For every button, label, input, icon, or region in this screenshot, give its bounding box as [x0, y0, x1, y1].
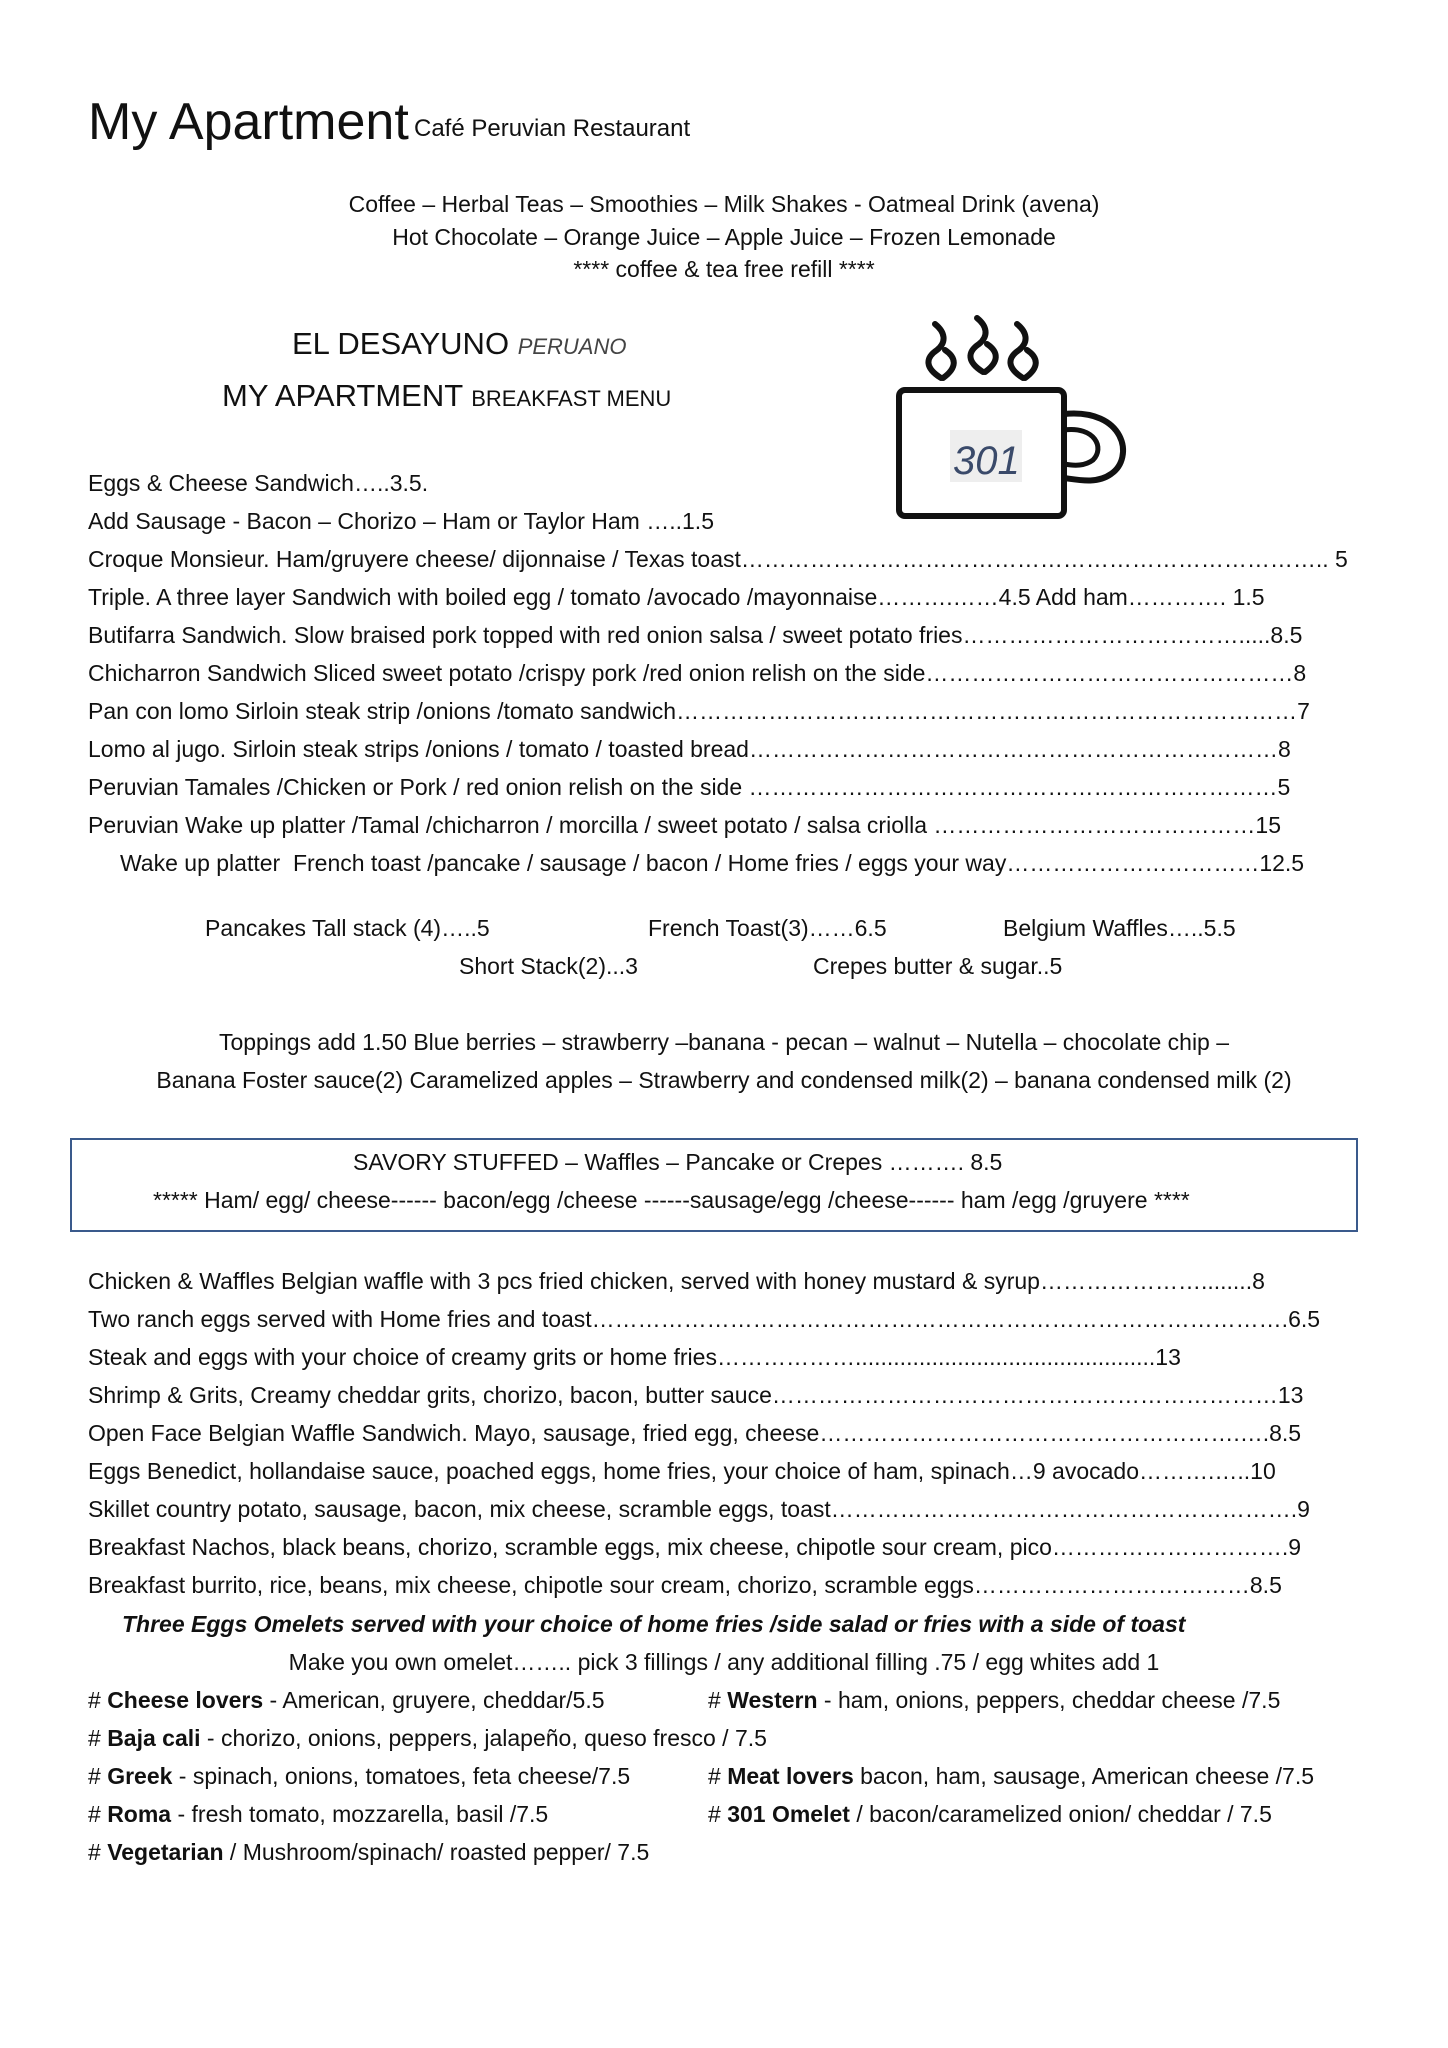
menu-item: Two ranch eggs served with Home fries and toast……………………………………………………………………………….6.5: [88, 1306, 1321, 1332]
omelet-item: # Cheese lovers - American, gruyere, cheddar/5.5: [88, 1687, 605, 1713]
drinks-line-1: Coffee – Herbal Teas – Smoothies – Milk Shakes - Oatmeal Drink (avena): [348, 191, 1100, 217]
omelet-name: Greek: [107, 1763, 173, 1789]
omelet-name: Meat lovers: [727, 1763, 854, 1789]
coffee-mug-icon: [895, 308, 1135, 533]
make-own-omelet: Make you own omelet…….. pick 3 fillings / any additional filling .75 / egg whites add 1: [288, 1649, 1160, 1675]
omelet-desc: / bacon/caramelized onion/ cheddar / 7.5: [849, 1801, 1272, 1827]
omelet-item: # Roma - fresh tomato, mozzarella, basil /7.5: [88, 1801, 549, 1827]
menu-item: Peruvian Tamales /Chicken or Pork / red onion relish on the side ……………………………………………………………5: [88, 774, 1291, 800]
menu-item: Eggs Benedict, hollandaise sauce, poached eggs, home fries, your choice of ham, spinach…9 avocado……….…..10: [88, 1458, 1276, 1484]
refill-note: **** coffee & tea free refill ****: [573, 256, 875, 282]
omelet-desc: - chorizo, onions, peppers, jalapeño, queso fresco / 7.5: [200, 1725, 767, 1751]
breakfast-sub: BREAKFAST MENU: [471, 386, 672, 411]
menu-item: Lomo al jugo. Sirloin steak strips /onions / tomato / toasted bread……………………………………………………………8: [88, 736, 1291, 762]
crepes: Crepes butter & sugar..5: [813, 953, 1063, 979]
menu-item: Butifarra Sandwich. Slow braised pork topped with red onion salsa / sweet potato fries……………………………….....8.5: [88, 622, 1303, 648]
omelet-name: Western: [727, 1687, 818, 1713]
menu-item: Breakfast burrito, rice, beans, mix cheese, chipotle sour cream, chorizo, scramble eggs………………………………8.5: [88, 1572, 1282, 1598]
omelet-desc: - ham, onions, peppers, cheddar cheese /7.5: [817, 1687, 1281, 1713]
omelets-title: Three Eggs Omelets served with your choice of home fries /side salad or fries with a side of toast: [122, 1611, 1186, 1637]
omelet-name: Baja cali: [107, 1725, 201, 1751]
section-heading-breakfast: [222, 378, 671, 414]
restaurant-name: My Apartment: [88, 93, 409, 151]
breakfast-main: MY APARTMENT: [222, 378, 463, 413]
menu-item: Wake up platter French toast /pancake / sausage / bacon / Home fries / eggs your way……………………………12.5: [88, 850, 1305, 876]
omelet-name: Cheese lovers: [107, 1687, 264, 1713]
omelet-name: Roma: [107, 1801, 172, 1827]
section-heading-desayuno: [292, 326, 626, 362]
desayuno-sub: PERUANO: [517, 334, 627, 359]
omelet-name: 301 Omelet: [727, 1801, 850, 1827]
omelet-desc: - American, gruyere, cheddar/5.5: [263, 1687, 605, 1713]
omelet-name: Vegetarian: [107, 1839, 224, 1865]
pancakes-tall: Pancakes Tall stack (4)…..5: [205, 915, 490, 941]
omelet-desc: - fresh tomato, mozzarella, basil /7.5: [171, 1801, 549, 1827]
desayuno-main: EL DESAYUNO: [292, 326, 510, 361]
menu-item: Open Face Belgian Waffle Sandwich. Mayo, sausage, fried egg, cheese……………………………………………….….8.5: [88, 1420, 1302, 1446]
toppings-line-1: Toppings add 1.50 Blue berries – strawberry –banana - pecan – walnut – Nutella – chocolate chip –: [218, 1029, 1230, 1055]
menu-item: Triple. A three layer Sandwich with boiled egg / tomato /avocado /mayonnaise……….……4.5 Add ham…………. 1.5: [88, 584, 1265, 610]
menu-item: Add Sausage - Bacon – Chorizo – Ham or Taylor Ham …..1.5: [88, 508, 714, 534]
french-toast: French Toast(3)……6.5: [648, 915, 887, 941]
menu-item: Steak and eggs with your choice of creamy grits or home fries………………...............................................13: [88, 1344, 1181, 1370]
toppings-line-2: Banana Foster sauce(2) Caramelized apples – Strawberry and condensed milk(2) – banana condensed milk (2): [156, 1067, 1292, 1093]
short-stack: Short Stack(2)...3: [459, 953, 638, 979]
savory-title: SAVORY STUFFED – Waffles – Pancake or Crepes ………. 8.5: [353, 1149, 1003, 1175]
menu-item: Pan con lomo Sirloin steak strip /onions /tomato sandwich………………………………………………………………………7: [88, 698, 1310, 724]
menu-item: Shrimp & Grits, Creamy cheddar grits, chorizo, bacon, butter sauce…………………………………………………………13: [88, 1382, 1304, 1408]
omelet-item: # Meat lovers bacon, ham, sausage, American cheese /7.5: [708, 1763, 1315, 1789]
omelet-desc: bacon, ham, sausage, American cheese /7.5: [853, 1763, 1315, 1789]
omelet-item: # 301 Omelet / bacon/caramelized onion/ cheddar / 7.5: [708, 1801, 1272, 1827]
omelet-desc: - spinach, onions, tomatoes, feta cheese/7.5: [172, 1763, 631, 1789]
drinks-line-2: Hot Chocolate – Orange Juice – Apple Juice – Frozen Lemonade: [392, 224, 1056, 250]
omelet-item: # Greek - spinach, onions, tomatoes, feta cheese/7.5: [88, 1763, 631, 1789]
menu-item: Eggs & Cheese Sandwich…..3.5.: [88, 470, 429, 496]
menu-item: Peruvian Wake up platter /Tamal /chicharron / morcilla / sweet potato / salsa criolla ……………………………………15: [88, 812, 1281, 838]
menu-item: Breakfast Nachos, black beans, chorizo, scramble eggs, mix cheese, chipotle sour cream, pico………………………….9: [88, 1534, 1302, 1560]
menu-item: Chicken & Waffles Belgian waffle with 3 pcs fried chicken, served with honey mustard & syrup…………………........8: [88, 1268, 1265, 1294]
mug-label: 301: [953, 439, 1020, 483]
menu-item: Chicharron Sandwich Sliced sweet potato /crispy pork /red onion relish on the side…………………………………………8: [88, 660, 1307, 686]
omelet-desc: / Mushroom/spinach/ roasted pepper/ 7.5: [223, 1839, 650, 1865]
menu-item: Croque Monsieur. Ham/gruyere cheese/ dijonnaise / Texas toast………………………………………………………………….. 5: [88, 546, 1348, 572]
menu-item: Skillet country potato, sausage, bacon, mix cheese, scramble eggs, toast…………………………………………………….9: [88, 1496, 1310, 1522]
restaurant-subtitle: Café Peruvian Restaurant: [414, 115, 691, 142]
omelet-item: # Western - ham, onions, peppers, cheddar cheese /7.5: [708, 1687, 1281, 1713]
belgium-waffles: Belgium Waffles…..5.5: [1003, 915, 1236, 941]
savory-fillings: ***** Ham/ egg/ cheese------ bacon/egg /cheese ------sausage/egg /cheese------ ham /egg /gruyere ****: [153, 1187, 1190, 1213]
omelet-item: # Baja cali - chorizo, onions, peppers, jalapeño, queso fresco / 7.5: [88, 1725, 767, 1751]
omelet-item: # Vegetarian / Mushroom/spinach/ roasted pepper/ 7.5: [88, 1839, 650, 1865]
